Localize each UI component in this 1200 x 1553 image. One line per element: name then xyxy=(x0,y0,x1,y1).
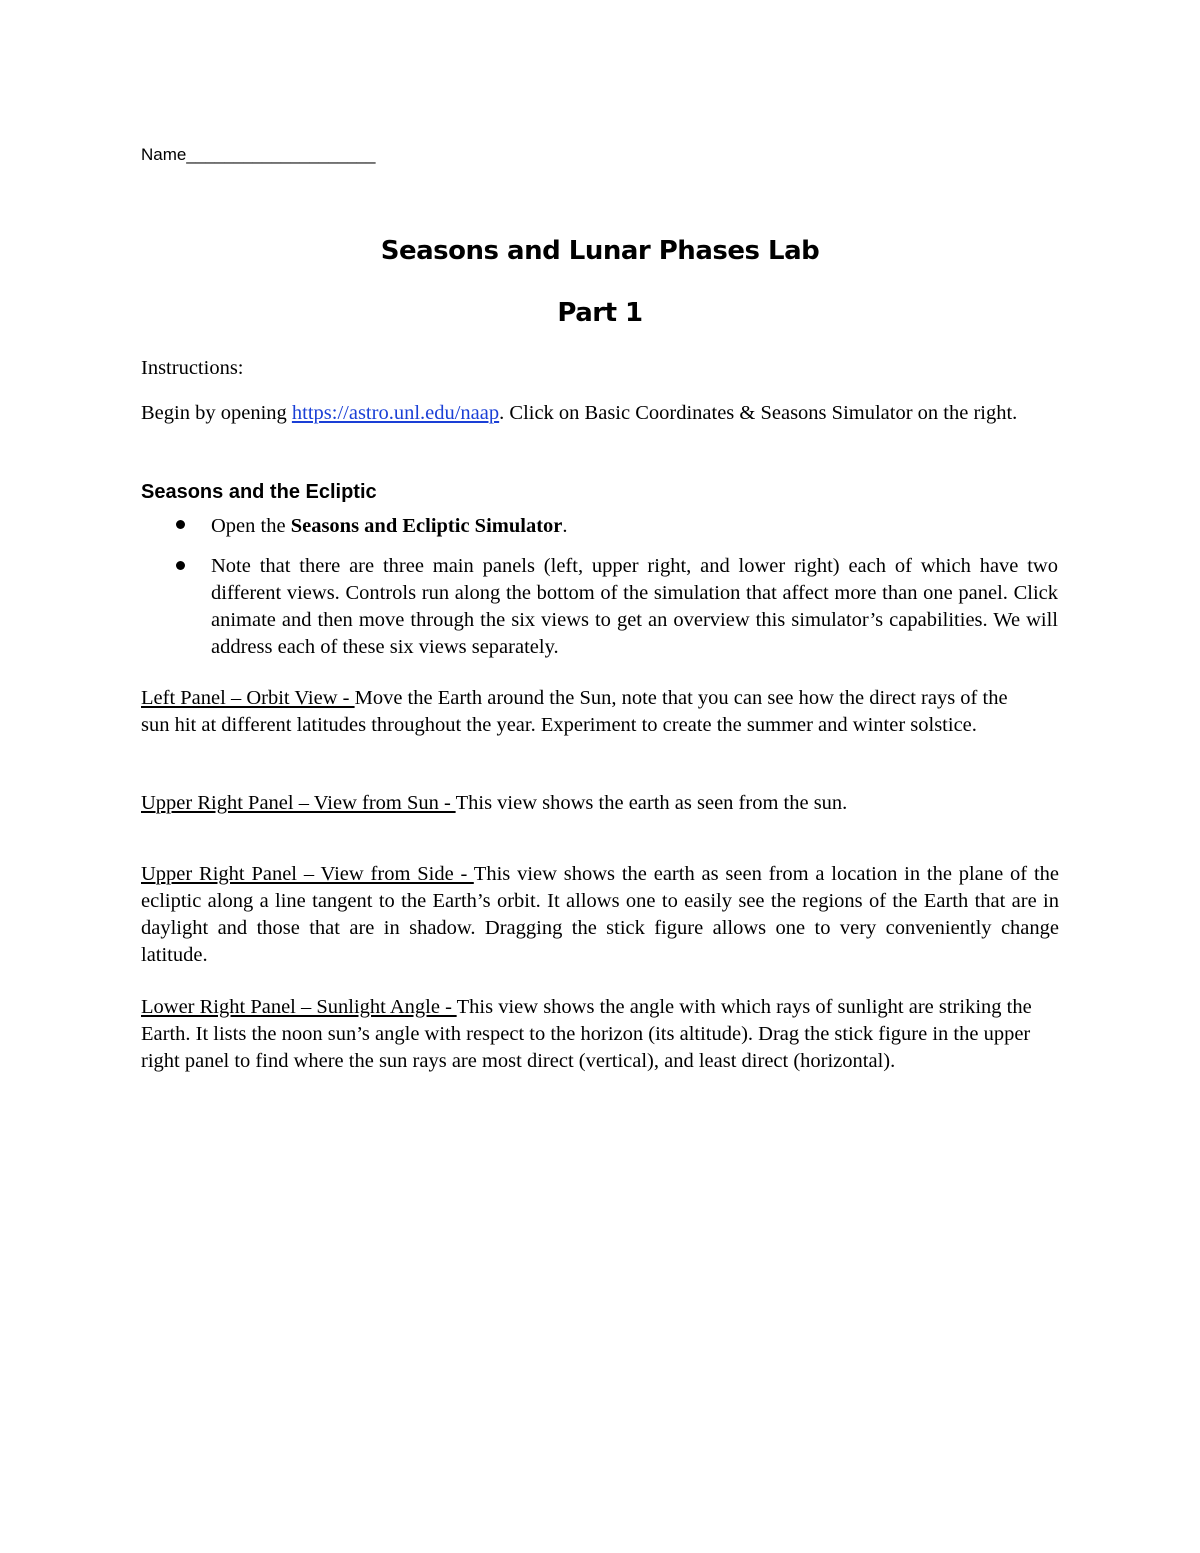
name-blank-line: ____________________ xyxy=(186,145,376,164)
naap-link[interactable]: https://astro.unl.edu/naap xyxy=(291,402,500,424)
panel-paragraph-orbit-view xyxy=(141,685,1041,739)
bullet-prefix: Open the xyxy=(211,515,291,537)
instructions-label: Instructions: xyxy=(141,357,244,379)
panel-text: Move the Earth around the Sun, note that you can see how the direct rays of the sun hit at different latitudes throughout the year. Experiment to create the summer and winter solstice. xyxy=(141,687,1008,736)
bullet-icon xyxy=(176,520,185,529)
simulator-name: Seasons and Ecliptic Simulator xyxy=(290,515,563,537)
bullet-item-open-simulator xyxy=(211,513,1058,540)
name-field xyxy=(141,145,375,165)
section-heading: Seasons and the Ecliptic xyxy=(141,481,377,503)
panel-text: This view shows the angle with which rays of sunlight are striking the Earth. It lists the noon sun’s angle with respect to the horizon (its altitude). Drag the stick figure in the upper right panel to find where the sun rays are most direct (vertical), and least direct (horizontal). xyxy=(141,996,1032,1072)
bullet-item-panels: Note that there are three main panels (left, upper right, and lower right) each of which have two different views. Controls run along the bottom of the simulation that affect more than one panel. Click animate and then move through the six views to get an overview this simulator’s capabilities. We will address each of these six views separately. xyxy=(211,555,1058,658)
intro-paragraph xyxy=(141,400,1041,427)
panel-paragraph-view-from-side xyxy=(141,861,1059,969)
panel-label: Left Panel – Orbit View - xyxy=(141,687,355,709)
panel-label: Upper Right Panel – View from Side - xyxy=(141,863,474,885)
bullet-icon xyxy=(176,561,185,570)
panel-label: Upper Right Panel – View from Sun - xyxy=(141,792,456,814)
bullet-suffix: . xyxy=(562,515,568,537)
panel-label: Lower Right Panel – Sunlight Angle - xyxy=(141,996,457,1018)
name-label: Name xyxy=(141,145,187,164)
intro-suffix: . Click on Basic Coordinates & Seasons Simulator on the right. xyxy=(499,402,1018,424)
document-title: Seasons and Lunar Phases Lab xyxy=(380,236,820,266)
panel-paragraph-view-from-sun xyxy=(141,790,1059,817)
document-subtitle: Part 1 xyxy=(557,298,643,328)
panel-paragraph-sunlight-angle xyxy=(141,994,1059,1075)
intro-prefix: Begin by opening xyxy=(141,402,292,424)
panel-text: This view shows the earth as seen from a location in the plane of the ecliptic along a line tangent to the Earth’s orbit. It allows one to easily see the regions of the Earth that are in daylight and those that are in shadow. Dragging the stick figure allows one to very conveniently change latitude. xyxy=(141,863,1059,966)
panel-text: This view shows the earth as seen from the sun. xyxy=(455,792,848,814)
